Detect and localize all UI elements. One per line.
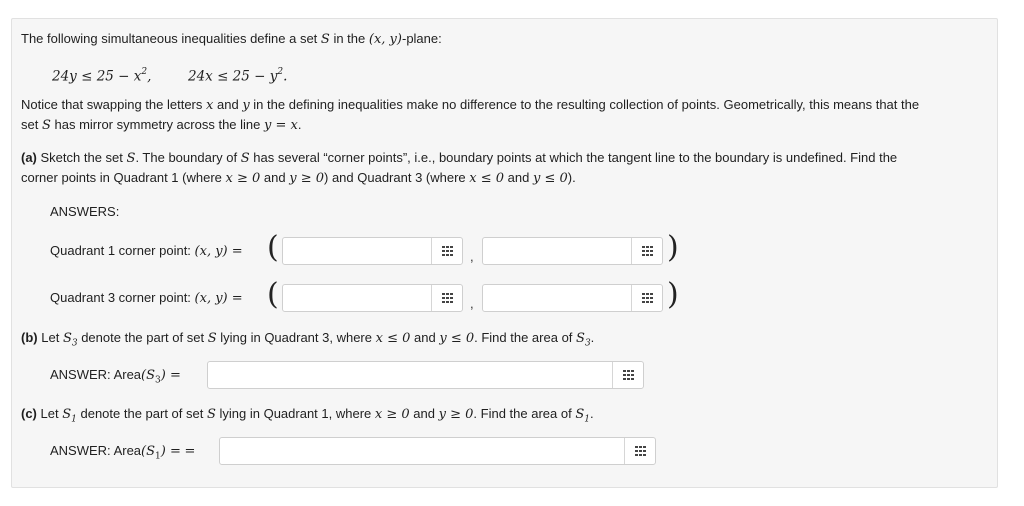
notice-text-a: Notice that swapping the letters [21,97,203,112]
s1-symbol [575,407,590,425]
inequality-1-exp: 2 [141,67,148,77]
intro-text-c: -plane: [401,31,442,46]
s3-symbol [576,331,591,349]
area-label: ANSWER: Area [50,443,142,458]
notice-line-2 [21,117,301,134]
part-a-text-d: corner points in Quadrant 1 (where [21,170,222,185]
area-s3-field[interactable] [207,361,644,389]
xy-symbol: (x, y) [368,32,402,47]
part-a-text-g: and [507,170,530,185]
grid-icon [442,293,453,303]
area-arg-subscript: 3 [155,375,161,386]
inequality-2 [188,65,287,85]
math-condition: x ≥ 0 [225,171,261,186]
area-s1-field[interactable] [219,437,656,465]
grid-icon [635,446,646,456]
set-symbol: S [126,151,136,166]
inequality-2-exp: 2 [277,67,284,77]
x-symbol: x [206,98,214,113]
q1-label [50,243,243,260]
inequality-2-text: 24x ≤ 25 − y [188,68,278,85]
close-paren: ) [667,277,679,312]
part-a-line-1 [21,150,897,167]
q1-y-field[interactable] [482,237,663,265]
xy-equals: (x, y) = [194,244,243,259]
part-c-text-d: and [413,406,435,421]
part-c-text-c: lying in Quadrant 1, where [219,406,372,421]
part-c-answer-label [50,443,195,465]
s1-subscript: 1 [71,414,77,425]
inequality-1 [52,65,151,85]
math-editor-button[interactable] [431,238,462,264]
part-a-text-c: has several “corner points”, i.e., boundary points at which the tangent line to the boundary is undefined. Find the [253,150,898,165]
s3-subscript: 3 [584,338,591,349]
part-c-line [21,406,594,428]
grid-icon [442,246,453,256]
answers-label: ANSWERS: [50,204,120,219]
part-b-answer-label [50,367,181,389]
math-editor-button[interactable] [612,362,643,388]
area-close: ) = [160,368,181,383]
q1-label-text: Quadrant 1 corner point: [50,243,191,258]
question-panel [11,18,998,488]
s1-letter: S [62,407,72,422]
part-a-text-a: Sketch the set [40,150,123,165]
close-paren: ) [667,230,679,265]
inequality-1-text: 24y ≤ 25 − x [52,68,142,85]
part-c-period: . [589,406,594,421]
part-c-text-e: . Find the area of [473,406,572,421]
q3-y-field[interactable] [482,284,663,312]
s1-letter: S [575,407,585,422]
set-symbol: S [41,118,51,133]
s1-symbol [62,407,77,425]
part-a-line-2 [21,170,576,187]
grid-icon [623,370,634,380]
s3-symbol [62,331,78,349]
part-b-text-d: and [414,330,436,345]
notice-text-c: in the defining inequalities make no difference to the resulting collection of points. Geometrically, this means that the [253,97,920,112]
notice-line-1 [21,97,919,114]
area-arg: (S [141,444,156,459]
math-condition: x ≤ 0 [375,331,411,346]
set-symbol: S [206,407,216,422]
part-a-text-e: and [263,170,286,185]
part-b-text-c: lying in Quadrant 3, where [220,330,372,345]
part-b-text-e: . Find the area of [474,330,573,345]
set-symbol: S [320,32,330,47]
set-symbol: S [207,331,217,346]
s3-letter: S [576,331,585,346]
part-b-text-b: denote the part of set [81,330,205,345]
notice-text-b: and [216,97,239,112]
notice-text-e: has mirror symmetry across the line [54,117,261,132]
q3-label-text: Quadrant 3 corner point: [50,290,191,305]
math-editor-button[interactable] [631,238,662,264]
part-b-period: . [590,330,595,345]
math-editor-button[interactable] [431,285,462,311]
area-close: ) = [160,444,181,459]
area-arg: (S [141,368,156,383]
math-condition: x ≥ 0 [374,407,410,422]
q3-label [50,290,243,307]
notice-period: . [297,117,302,132]
part-a-text-b: . The boundary of [135,150,238,165]
y-symbol: y [242,98,250,113]
intro-text-b: in the [333,31,366,46]
part-b-text-a: Let [41,330,60,345]
extra-equals: = [184,444,196,459]
notice-text-d: set [21,117,39,132]
inequality-1-comma: , [147,68,152,85]
intro-line [21,31,442,48]
part-a-label: (a) [21,150,37,165]
part-c-label: (c) [21,406,37,421]
q3-x-field[interactable] [282,284,463,312]
s3-letter: S [62,331,72,346]
part-b-label: (b) [21,330,38,345]
math-condition: x ≤ 0 [469,171,505,186]
set-symbol: S [240,151,250,166]
math-condition: y ≥ 0 [438,407,474,422]
grid-icon [642,246,653,256]
math-editor-button[interactable] [631,285,662,311]
part-c-text-b: denote the part of set [80,406,204,421]
s1-subscript: 1 [584,414,590,425]
open-paren: ( [267,230,279,265]
math-editor-button[interactable] [624,438,655,464]
intro-text-a: The following simultaneous inequalities define a set [21,31,318,46]
xy-equals: (x, y) = [194,291,243,306]
line-equation: y = x [264,118,298,133]
part-a-text-f: ) and Quadrant 3 (where [324,170,466,185]
math-condition: y ≤ 0 [533,171,568,186]
s3-subscript: 3 [71,338,78,349]
part-b-line [21,330,594,352]
part-c-text-a: Let [40,406,59,421]
comma: , [470,296,474,311]
comma: , [470,249,474,264]
area-label: ANSWER: Area [50,367,142,382]
math-condition: y ≤ 0 [439,331,475,346]
open-paren: ( [267,277,279,312]
area-arg-subscript: 1 [155,451,161,462]
math-condition: y ≥ 0 [289,171,325,186]
grid-icon [642,293,653,303]
q1-x-field[interactable] [282,237,463,265]
part-a-text-h: ). [567,170,576,185]
inequality-2-period: . [283,68,288,85]
